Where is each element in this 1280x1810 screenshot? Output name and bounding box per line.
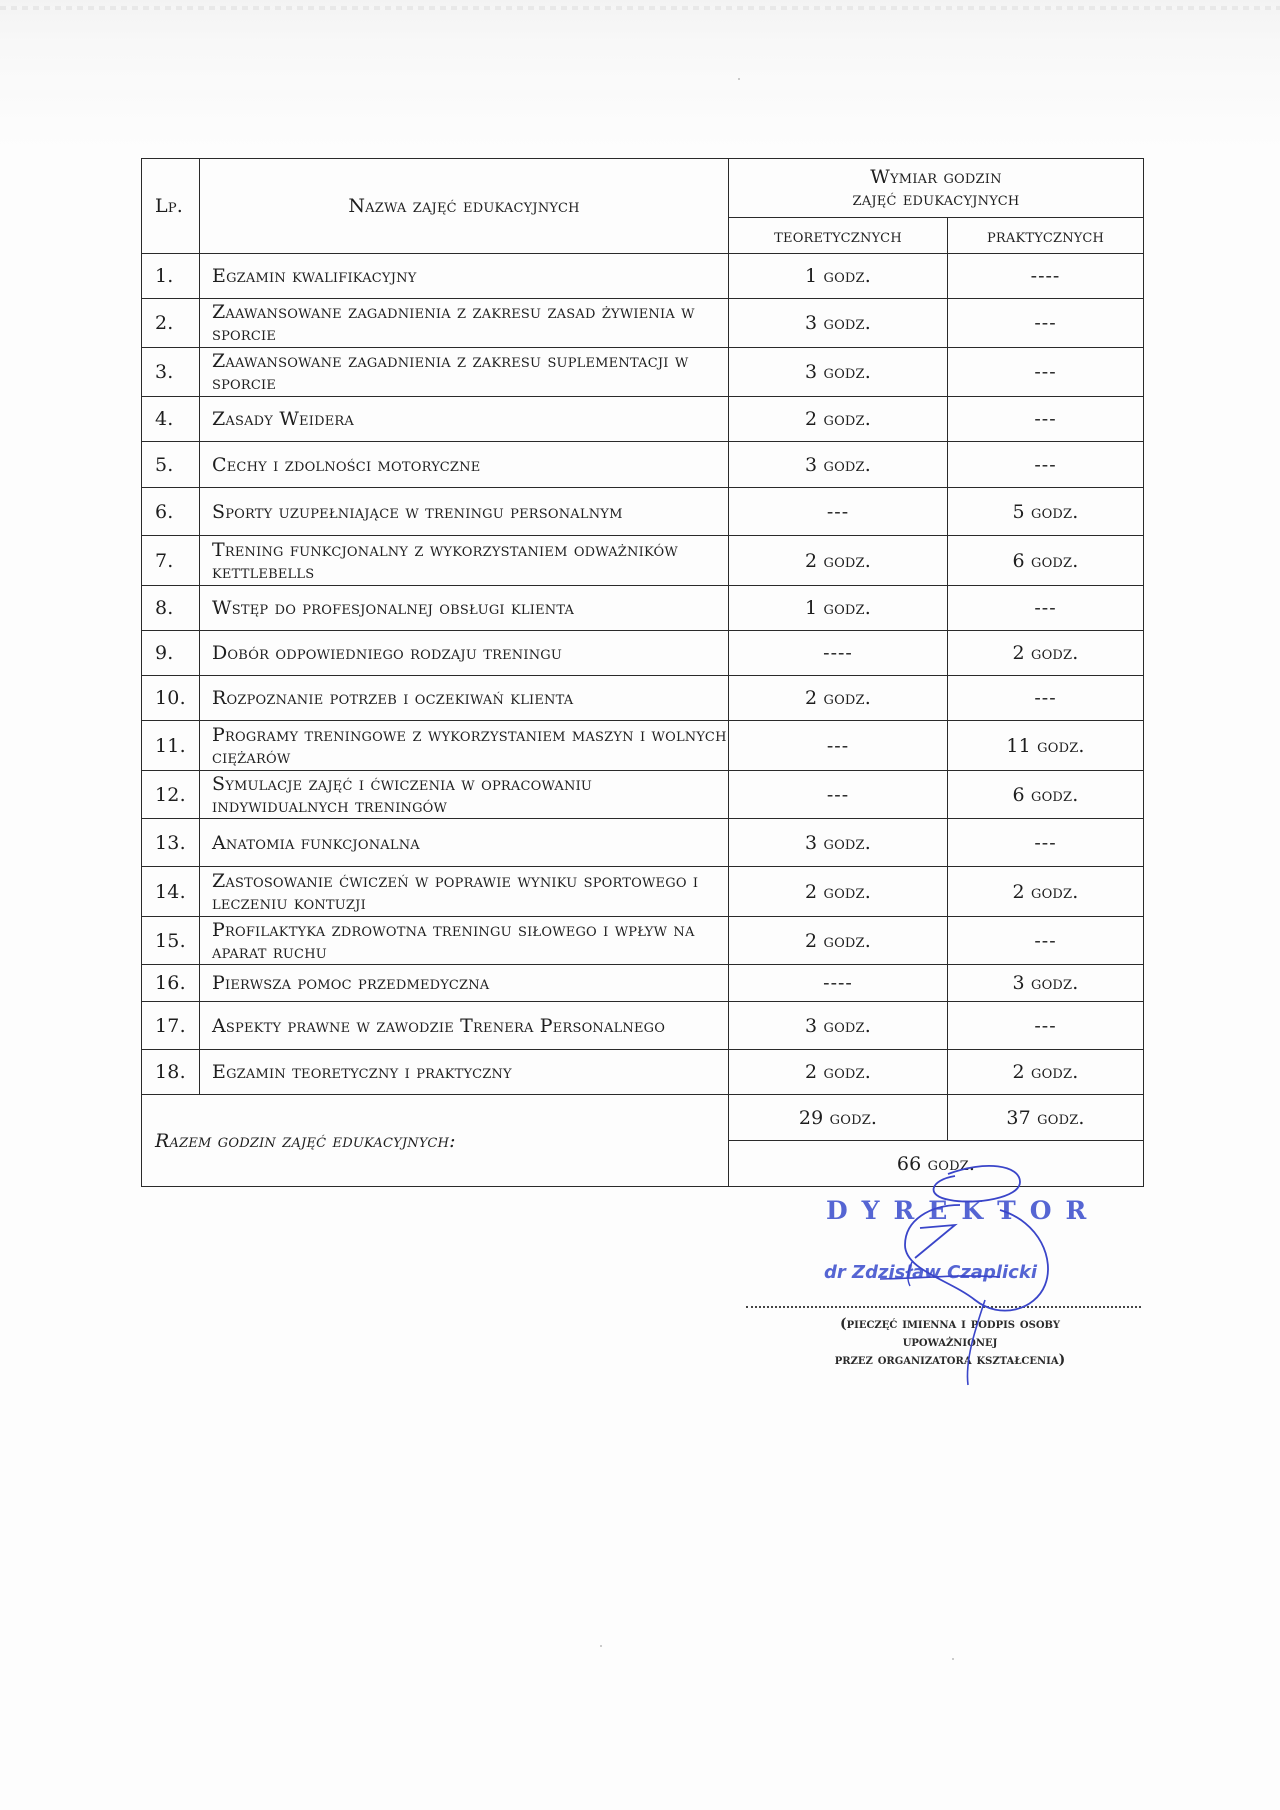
row-name: Zastosowanie ćwiczeń w poprawie wyniku sportowego i leczeniu kontuzji: [200, 867, 729, 917]
row-theoretical: ----: [729, 631, 948, 676]
row-practical: ---: [948, 299, 1144, 348]
row-name: Cechy i zdolności motoryczne: [200, 442, 729, 488]
row-lp: 17.: [142, 1002, 200, 1050]
row-theoretical: 2 godz.: [729, 917, 948, 965]
row-name: Zaawansowane zagadnienia z zakresu zasad żywienia w sporcie: [200, 299, 729, 348]
table-row: [142, 771, 1144, 819]
caption-line-2: upoważnionej: [902, 1334, 998, 1350]
caption-line-1: (pieczęć imienna i podpis osoby: [840, 1316, 1060, 1332]
scan-noise-band: [0, 6, 1280, 10]
row-name: Wstęp do profesjonalnej obsługi klienta: [200, 586, 729, 631]
row-name: Programy treningowe z wykorzystaniem maszyn i wolnych ciężarów: [200, 721, 729, 771]
row-lp: 12.: [142, 771, 200, 819]
row-name: Pierwsza pomoc przedmedyczna: [200, 965, 729, 1002]
row-practical: ---: [948, 586, 1144, 631]
table-row: [142, 631, 1144, 676]
row-lp: 9.: [142, 631, 200, 676]
row-practical: 6 godz.: [948, 536, 1144, 586]
row-name: Zasady Weidera: [200, 397, 729, 442]
row-theoretical: ---: [729, 488, 948, 536]
row-theoretical: 3 godz.: [729, 442, 948, 488]
table-row: [142, 676, 1144, 721]
row-lp: 5.: [142, 442, 200, 488]
row-name: Dobór odpowiedniego rodzaju treningu: [200, 631, 729, 676]
row-lp: 1.: [142, 254, 200, 299]
row-name: Aspekty prawne w zawodzie Trenera Personalnego: [200, 1002, 729, 1050]
row-practical: ----: [948, 254, 1144, 299]
row-practical: ---: [948, 348, 1144, 397]
totals-overall: 66 godz.: [729, 1141, 1144, 1187]
row-lp: 16.: [142, 965, 200, 1002]
table-row: [142, 819, 1144, 867]
table-header-row: [142, 159, 1144, 218]
table-row: [142, 348, 1144, 397]
row-lp: 4.: [142, 397, 200, 442]
row-name: Anatomia funkcjonalna: [200, 819, 729, 867]
row-theoretical: ----: [729, 965, 948, 1002]
row-lp: 3.: [142, 348, 200, 397]
table-row: [142, 965, 1144, 1002]
row-practical: ---: [948, 676, 1144, 721]
row-practical: 2 godz.: [948, 1050, 1144, 1095]
scan-speck: [600, 1645, 602, 1647]
row-lp: 7.: [142, 536, 200, 586]
stamp-title: DYREKTOR: [826, 1196, 1101, 1225]
row-theoretical: 2 godz.: [729, 676, 948, 721]
row-name: Trening funkcjonalny z wykorzystaniem odważników kettlebells: [200, 536, 729, 586]
row-name: Egzamin teoretyczny i praktyczny: [200, 1050, 729, 1095]
header-name: Nazwa zajęć edukacyjnych: [200, 159, 729, 254]
row-practical: ---: [948, 442, 1144, 488]
scan-noise-top: [0, 0, 1280, 150]
totals-row: [142, 1095, 1144, 1141]
row-lp: 18.: [142, 1050, 200, 1095]
row-theoretical: 1 godz.: [729, 586, 948, 631]
row-practical: 3 godz.: [948, 965, 1144, 1002]
row-theoretical: 3 godz.: [729, 299, 948, 348]
scan-speck: [952, 1658, 954, 1660]
row-practical: 6 godz.: [948, 771, 1144, 819]
row-practical: 2 godz.: [948, 867, 1144, 917]
header-lp: Lp.: [142, 159, 200, 254]
row-name: Rozpoznanie potrzeb i oczekiwań klienta: [200, 676, 729, 721]
header-hours-line2: zajęć edukacyjnych: [852, 188, 1020, 210]
table-row: [142, 299, 1144, 348]
row-lp: 13.: [142, 819, 200, 867]
row-theoretical: 2 godz.: [729, 536, 948, 586]
row-name: Profilaktyka zdrowotna treningu siłowego i wpływ na aparat ruchu: [200, 917, 729, 965]
table-row: [142, 397, 1144, 442]
row-theoretical: ---: [729, 721, 948, 771]
row-practical: 5 godz.: [948, 488, 1144, 536]
row-name: Sporty uzupełniające w treningu personalnym: [200, 488, 729, 536]
row-practical: 2 godz.: [948, 631, 1144, 676]
row-lp: 2.: [142, 299, 200, 348]
signature-dotted-line: [746, 1306, 1141, 1308]
header-theoretical: teoretycznych: [729, 218, 948, 254]
row-theoretical: 2 godz.: [729, 867, 948, 917]
row-theoretical: 1 godz.: [729, 254, 948, 299]
scan-speck: [738, 78, 740, 80]
row-lp: 11.: [142, 721, 200, 771]
header-hours-line1: Wymiar godzin: [870, 166, 1002, 188]
totals-theoretical: 29 godz.: [729, 1095, 948, 1141]
table-row: [142, 721, 1144, 771]
row-practical: ---: [948, 397, 1144, 442]
row-name: Zaawansowane zagadnienia z zakresu suplementacji w sporcie: [200, 348, 729, 397]
row-name: Egzamin kwalifikacyjny: [200, 254, 729, 299]
row-lp: 15.: [142, 917, 200, 965]
table-row: [142, 442, 1144, 488]
row-practical: 11 godz.: [948, 721, 1144, 771]
row-theoretical: 2 godz.: [729, 1050, 948, 1095]
row-practical: ---: [948, 1002, 1144, 1050]
table-row: [142, 1050, 1144, 1095]
row-theoretical: 3 godz.: [729, 348, 948, 397]
signature-caption: [760, 1315, 1140, 1369]
row-theoretical: 3 godz.: [729, 1002, 948, 1050]
row-theoretical: 3 godz.: [729, 819, 948, 867]
table-row: [142, 254, 1144, 299]
row-lp: 8.: [142, 586, 200, 631]
table-row: [142, 536, 1144, 586]
totals-practical: 37 godz.: [948, 1095, 1144, 1141]
table-row: [142, 917, 1144, 965]
totals-label: Razem godzin zajęć edukacyjnych:: [142, 1095, 729, 1187]
header-practical: praktycznych: [948, 218, 1144, 254]
row-theoretical: 2 godz.: [729, 397, 948, 442]
table-row: [142, 488, 1144, 536]
row-lp: 14.: [142, 867, 200, 917]
curriculum-table: [141, 158, 1144, 1187]
header-hours-group: [729, 159, 1144, 218]
row-practical: ---: [948, 819, 1144, 867]
table-row: [142, 867, 1144, 917]
table-row: [142, 586, 1144, 631]
stamp-name: dr Zdzisław Czaplicki: [824, 1262, 1037, 1283]
row-lp: 6.: [142, 488, 200, 536]
row-practical: ---: [948, 917, 1144, 965]
row-lp: 10.: [142, 676, 200, 721]
table-row: [142, 1002, 1144, 1050]
row-theoretical: ---: [729, 771, 948, 819]
row-name: Symulacje zajęć i ćwiczenia w opracowaniu indywidualnych treningów: [200, 771, 729, 819]
caption-line-3: przez organizatora kształcenia): [834, 1352, 1066, 1368]
